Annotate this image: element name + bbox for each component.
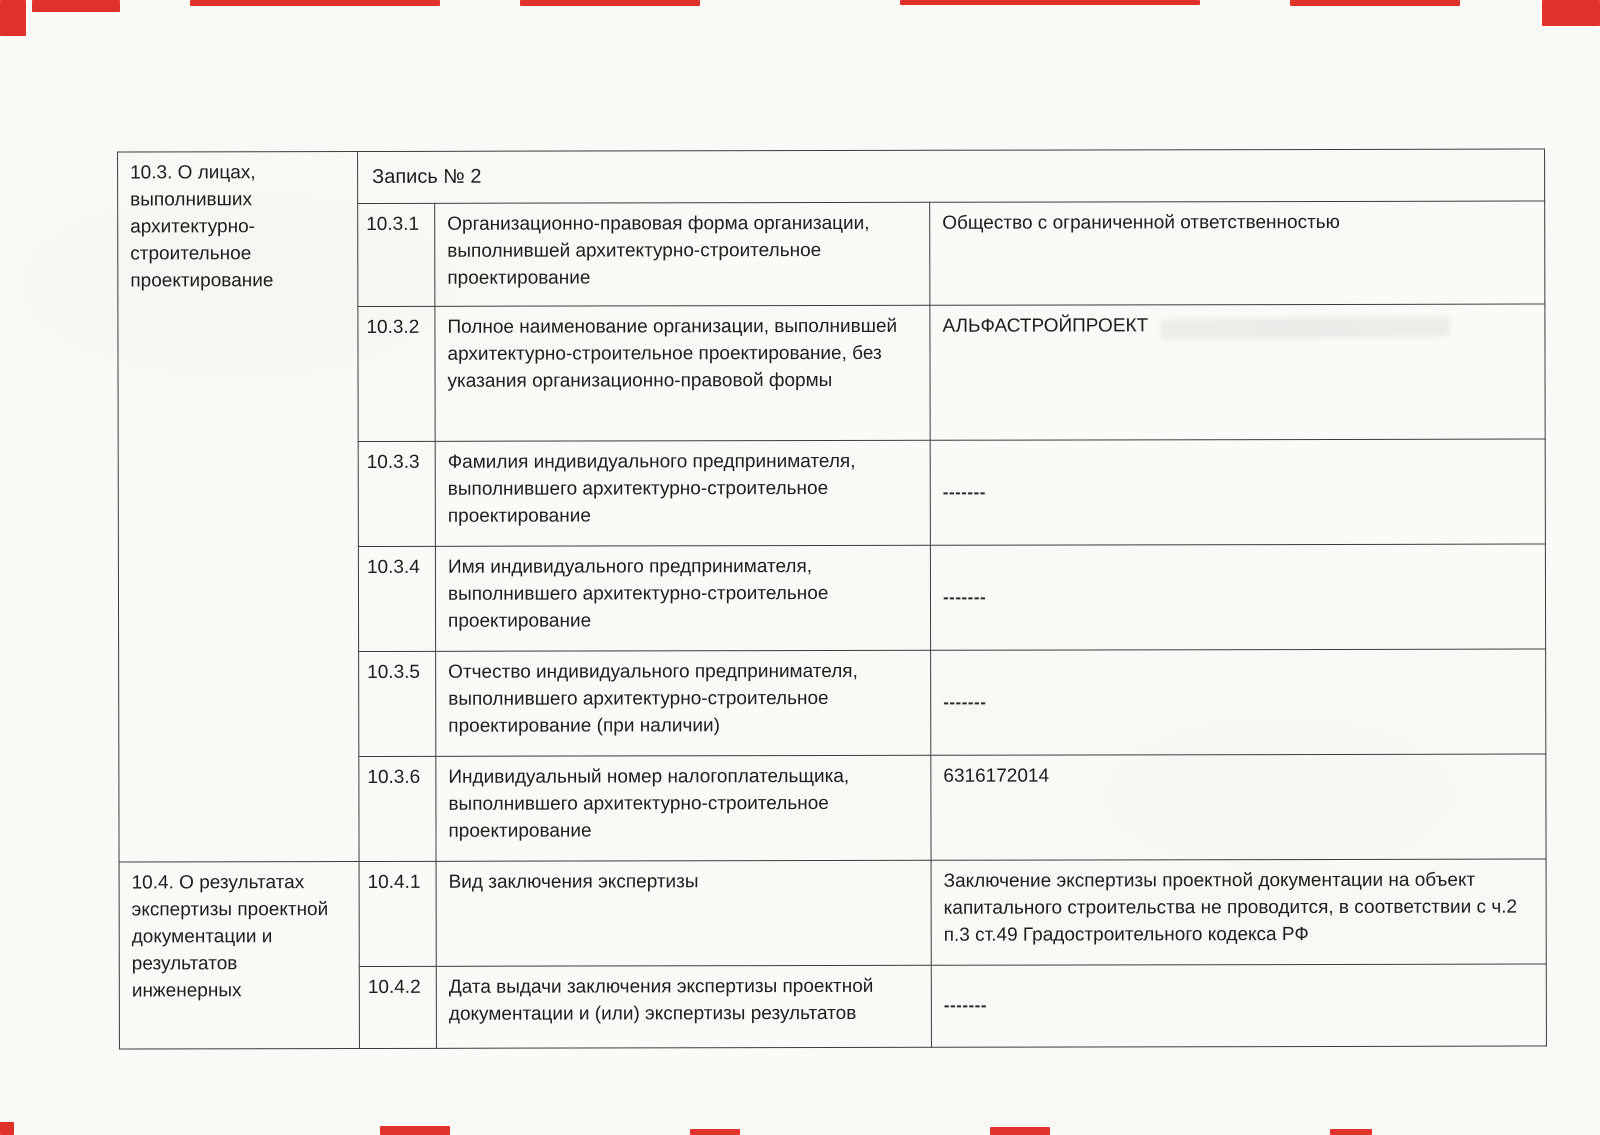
scan-artifact-red xyxy=(0,0,26,36)
row-number: 10.3.1 xyxy=(358,203,435,306)
row-description: Фамилия индивидуального предпринимателя, выполнившего архитектурно-строительное проектирование xyxy=(435,440,930,546)
row-description: Отчество индивидуального предпринимателя, выполнившего архитектурно-строительное проектирование (при наличии) xyxy=(436,650,931,756)
scan-artifact-red xyxy=(520,0,700,6)
section-10-4-label: 10.4. О результатах экспертизы проектной документации и результатов инженерных xyxy=(119,861,359,1049)
scan-artifact-red xyxy=(1330,1129,1372,1135)
row-value: ------- xyxy=(930,439,1545,545)
row-description: Вид заключения экспертизы xyxy=(436,860,931,966)
row-value: ------- xyxy=(931,964,1546,1047)
row-description: Имя индивидуального предпринимателя, выполнившего архитектурно-строительное проектирование xyxy=(435,545,930,651)
row-number: 10.3.4 xyxy=(358,546,435,651)
scan-artifact-red xyxy=(32,0,120,12)
row-number: 10.3.2 xyxy=(358,306,435,441)
scan-artifact-red xyxy=(0,1122,14,1135)
row-number: 10.3.3 xyxy=(358,441,435,546)
table-row xyxy=(119,859,1546,967)
record-header: Запись № 2 xyxy=(358,149,1545,203)
row-description: Дата выдачи заключения экспертизы проектной документации и (или) экспертизы результатов xyxy=(436,965,931,1048)
row-value: АЛЬФАСТРОЙПРОЕКТ xyxy=(930,304,1545,440)
scan-artifact-red xyxy=(900,0,1200,5)
scan-artifact-red xyxy=(190,0,440,6)
row-number: 10.3.6 xyxy=(359,756,436,861)
row-value: ------- xyxy=(931,649,1546,755)
row-number: 10.4.1 xyxy=(359,861,436,966)
row-value: 6316172014 xyxy=(931,754,1546,860)
scan-artifact-red xyxy=(1290,0,1460,6)
scan-artifact-red xyxy=(990,1127,1050,1135)
row-description: Полное наименование организации, выполнившей архитектурно-строительное проектирование, без указания организационно-правовой формы xyxy=(435,305,930,441)
row-description: Индивидуальный номер налогоплательщика, выполнившего архитектурно-строительное проектирование xyxy=(436,755,931,861)
design-documentation-table xyxy=(117,149,1547,1050)
row-value: Общество с ограниченной ответственностью xyxy=(930,201,1545,305)
scan-artifact-red xyxy=(1542,0,1600,26)
row-value: ------- xyxy=(930,544,1545,650)
row-value: Заключение экспертизы проектной документации на объект капитального строительства не проводится, в соответствии с ч.2 п.3 ст.49 Градостроительного кодекса РФ xyxy=(931,859,1546,965)
scan-artifact-red xyxy=(690,1129,740,1135)
section-10-3-label: 10.3. О лицах, выполнивших архитектурно-строительное проектирование xyxy=(118,151,359,862)
row-number: 10.3.5 xyxy=(359,651,436,756)
row-number: 10.4.2 xyxy=(359,966,436,1048)
row-description: Организационно-правовая форма организации, выполнившей архитектурно-строительное проектирование xyxy=(435,202,930,306)
scan-artifact-red xyxy=(380,1126,450,1135)
